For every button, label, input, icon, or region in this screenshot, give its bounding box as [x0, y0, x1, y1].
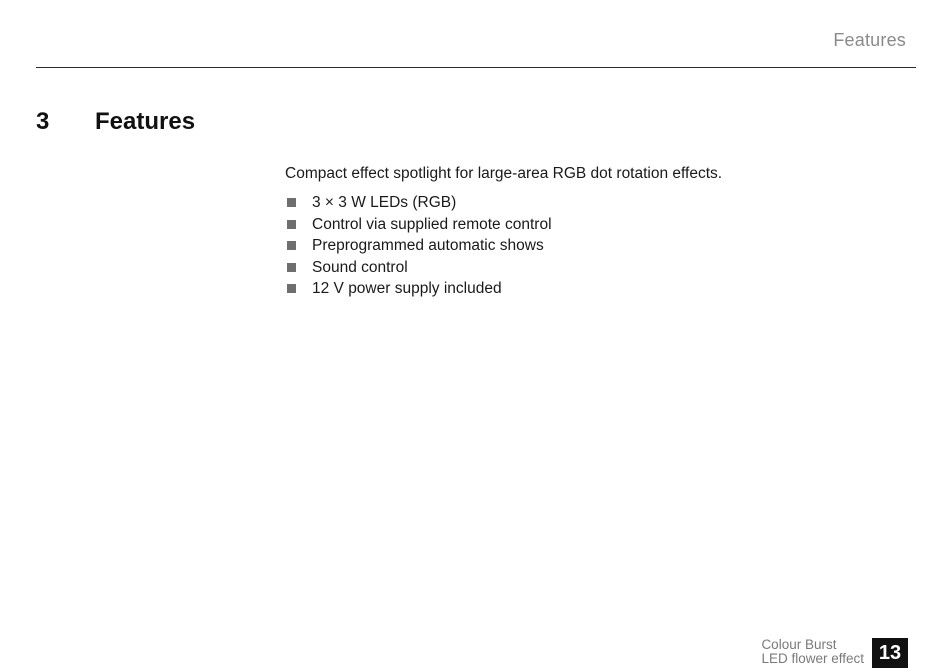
square-bullet-icon	[287, 284, 296, 293]
section-heading	[36, 108, 195, 136]
page-footer	[761, 638, 908, 668]
section-title: Features	[95, 108, 196, 135]
square-bullet-icon	[287, 198, 296, 207]
intro-paragraph: Compact effect spotlight for large-area RGB dot rotation effects.	[285, 165, 723, 182]
running-header-title: Features	[833, 30, 906, 50]
square-bullet-icon	[287, 241, 296, 250]
feature-text: Preprogrammed automatic shows	[312, 237, 544, 254]
square-bullet-icon	[287, 220, 296, 229]
square-bullet-icon	[287, 263, 296, 272]
feature-text: 12 V power supply included	[312, 280, 502, 297]
list-item	[285, 192, 885, 214]
feature-list	[285, 192, 885, 300]
list-item	[285, 235, 885, 257]
section-number: 3	[36, 108, 50, 135]
feature-text: 3 × 3 W LEDs (RGB)	[312, 194, 457, 211]
section-content	[285, 163, 885, 300]
page-number-badge: 13	[872, 638, 908, 668]
footer-product-info	[761, 638, 864, 666]
list-item	[285, 278, 885, 300]
list-item	[285, 257, 885, 279]
feature-text: Control via supplied remote control	[312, 215, 552, 233]
footer-product-name: Colour Burst	[761, 637, 837, 652]
header-divider	[36, 67, 916, 68]
list-item	[285, 214, 885, 236]
feature-text: Sound control	[312, 258, 408, 276]
footer-product-description: LED flower effect	[761, 651, 864, 666]
